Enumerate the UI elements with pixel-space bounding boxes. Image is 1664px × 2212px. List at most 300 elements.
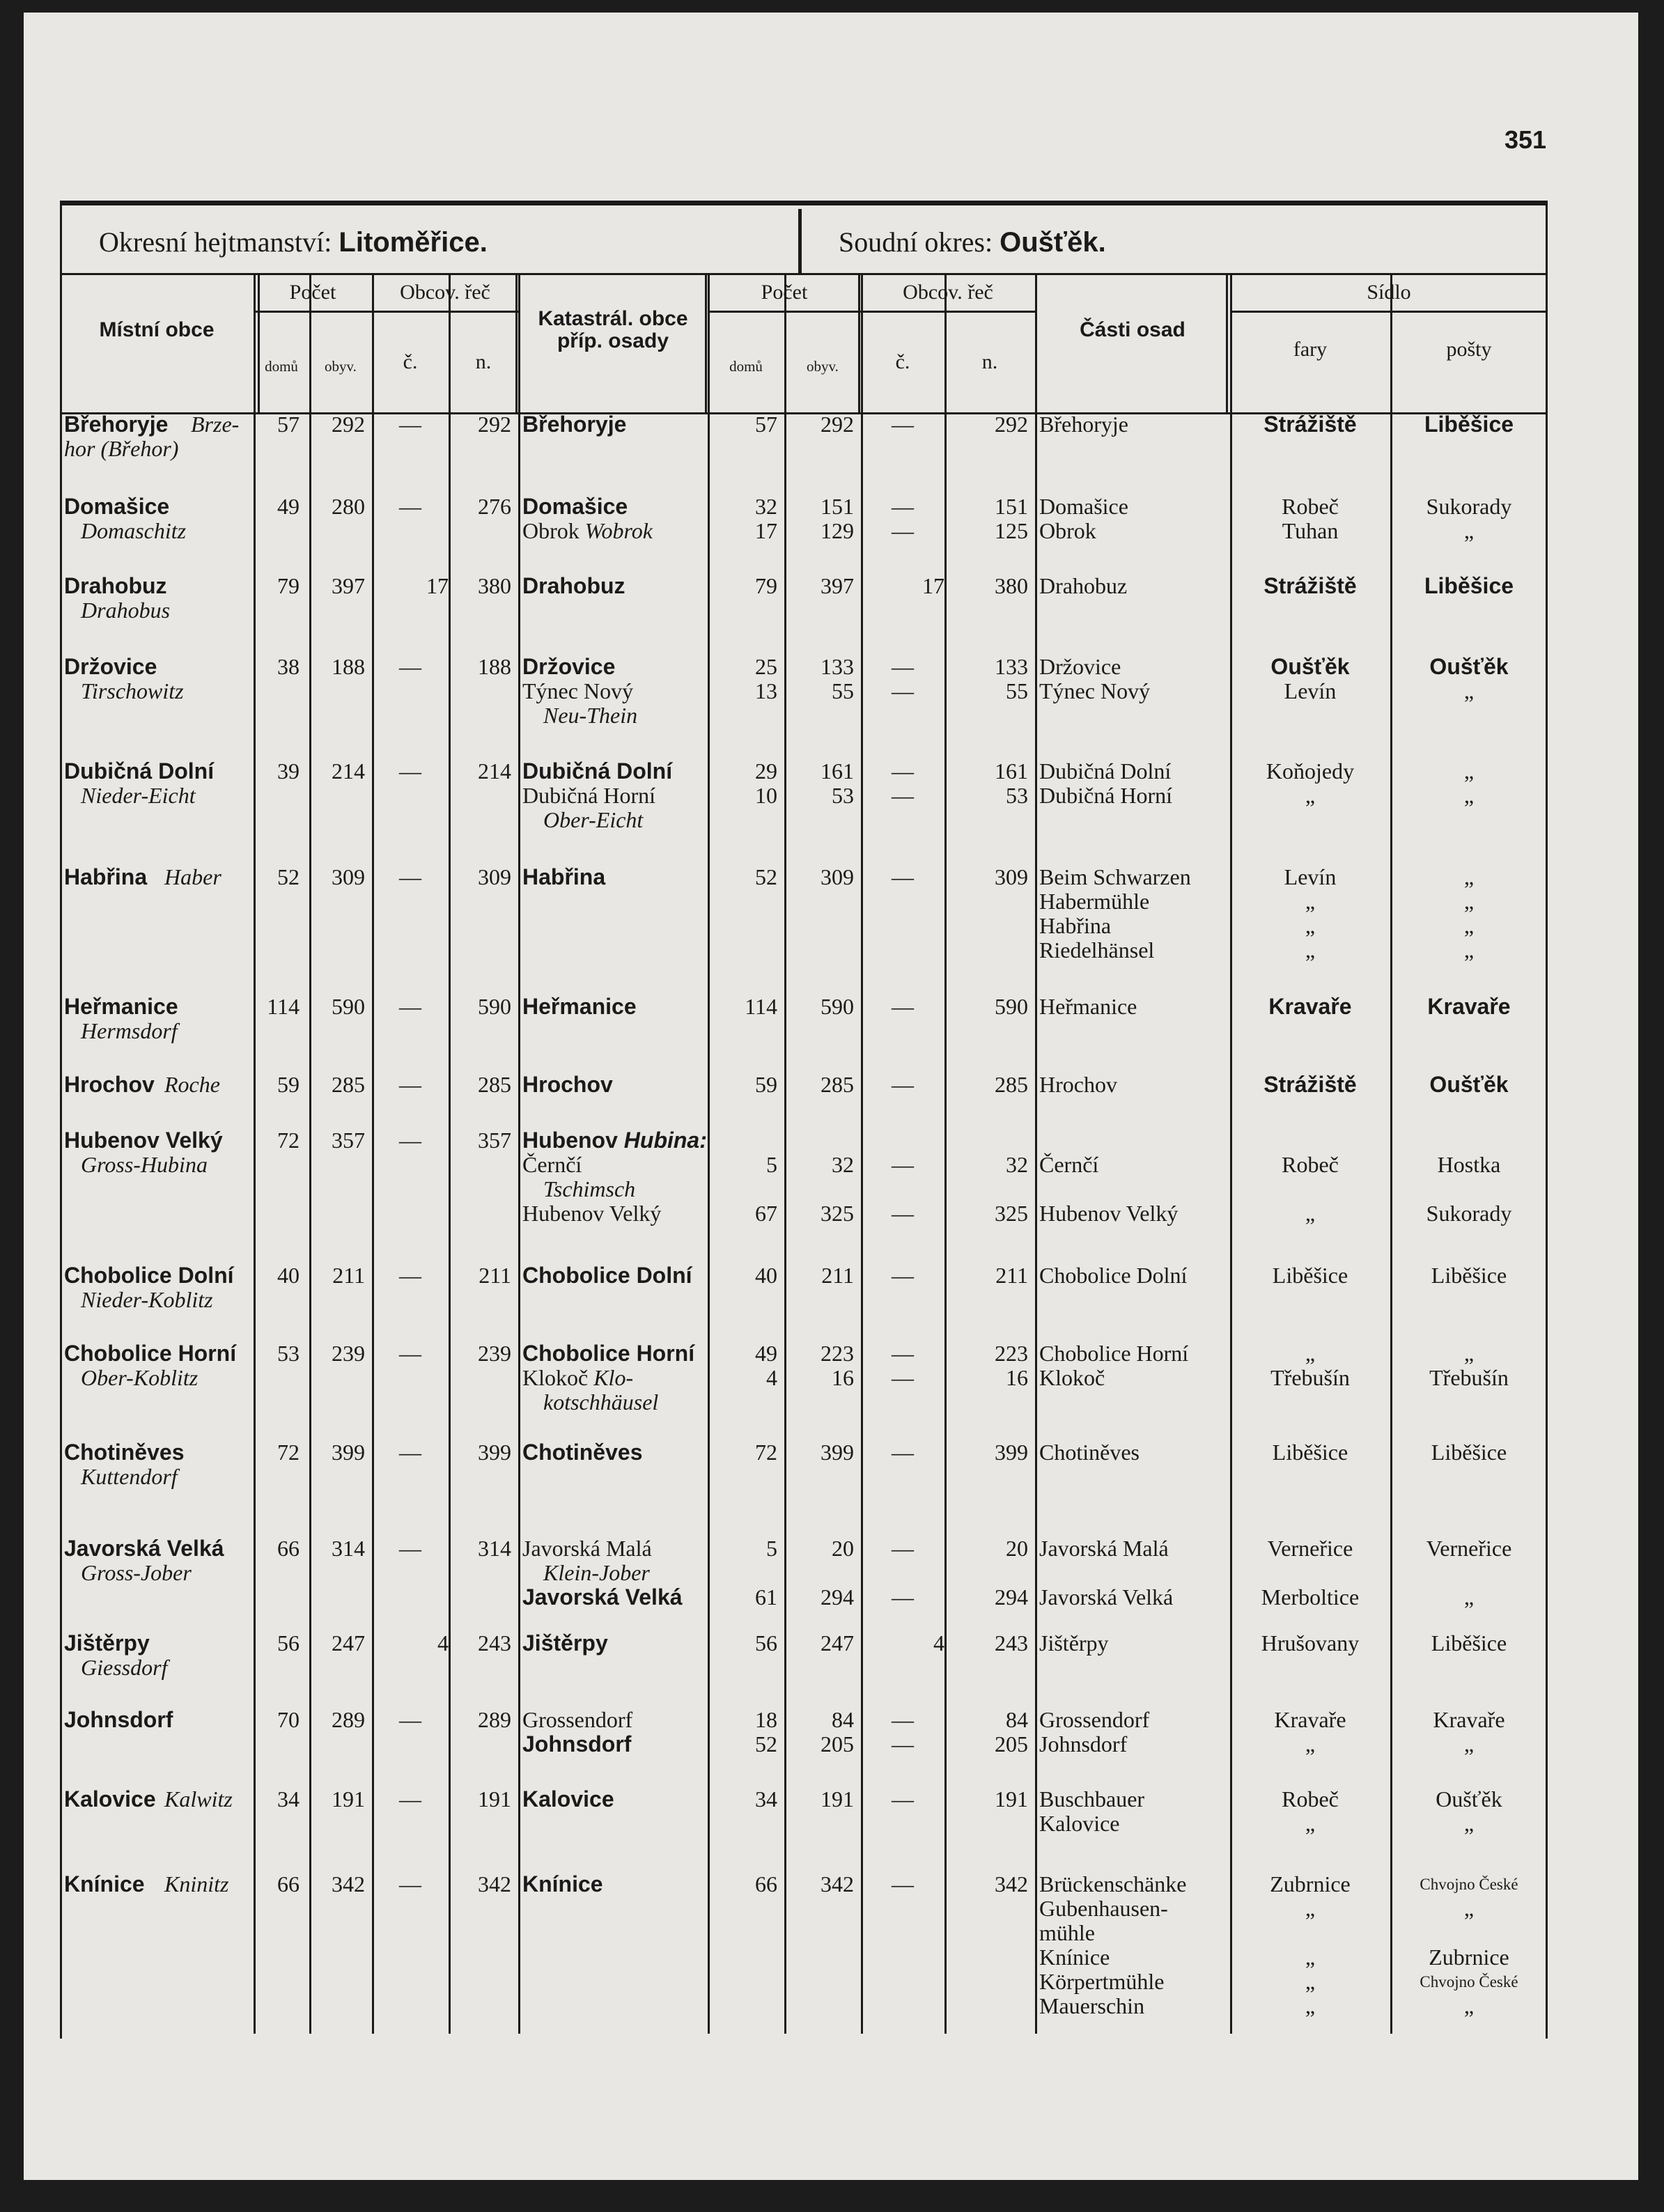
municipality-name: Dubičná Dolní bbox=[64, 758, 215, 784]
settlement-part: Javorská Velká bbox=[1039, 1584, 1174, 1610]
header-c: č. bbox=[403, 350, 418, 373]
post-office-seat: „ bbox=[1463, 1584, 1475, 1610]
population-count: 211 bbox=[332, 1263, 365, 1288]
population-count: 399 bbox=[332, 1440, 365, 1465]
czech-speakers: — bbox=[892, 864, 914, 889]
post-office-seat: „ bbox=[1463, 1341, 1475, 1366]
houses-count: 5 bbox=[766, 1536, 777, 1561]
houses-count: 4 bbox=[766, 1365, 777, 1390]
settlement-part: Hrochov bbox=[1039, 1072, 1117, 1097]
population-count: 247 bbox=[821, 1630, 854, 1656]
german-speakers: 276 bbox=[478, 494, 511, 519]
municipality-name: Chotiněves bbox=[64, 1440, 185, 1465]
municipality-name: Heřmanice bbox=[64, 994, 178, 1019]
header-rule bbox=[254, 311, 518, 313]
municipality-name-de: Roche bbox=[164, 1072, 220, 1097]
municipality-name-de: Kuttendorf bbox=[81, 1464, 178, 1489]
houses-count: 57 bbox=[755, 412, 777, 437]
population-count: 397 bbox=[332, 573, 365, 598]
municipality-name: Habřina bbox=[64, 864, 148, 889]
page-number: 351 bbox=[1504, 125, 1547, 154]
parish-seat: „ bbox=[1305, 1201, 1316, 1226]
post-office-seat: „ bbox=[1463, 864, 1475, 889]
settlement-part: Týnec Nový bbox=[1039, 678, 1151, 703]
houses-count: 18 bbox=[755, 1707, 777, 1732]
settlement-part: Jištěrpy bbox=[1039, 1630, 1109, 1656]
header-mistni-obce: Místní obce bbox=[99, 318, 215, 341]
german-speakers: 211 bbox=[995, 1263, 1028, 1288]
settlement-part: Domašice bbox=[1039, 494, 1128, 519]
cadastral-name: Dubičná Dolní bbox=[522, 758, 673, 784]
houses-count: 114 bbox=[745, 994, 777, 1019]
population-count: 397 bbox=[821, 573, 854, 598]
german-speakers: 399 bbox=[478, 1440, 511, 1465]
czech-speakers: — bbox=[399, 1072, 421, 1097]
settlement-part: Chobolice Horní bbox=[1039, 1341, 1189, 1366]
header-casti-osad: Části osad bbox=[1080, 318, 1185, 341]
population-count: 280 bbox=[332, 494, 365, 519]
cadastral-name: Kalovice bbox=[522, 1786, 614, 1812]
parish-seat: Verneřice bbox=[1267, 1536, 1353, 1561]
german-speakers: 309 bbox=[995, 864, 1028, 889]
population-count: 214 bbox=[332, 758, 365, 784]
cadastral-name-de: Neu-Thein bbox=[543, 703, 638, 728]
cadastral-name: Chotiněves bbox=[522, 1440, 643, 1465]
header-obyv-2: obyv. bbox=[807, 358, 839, 375]
houses-count: 52 bbox=[755, 1731, 777, 1757]
houses-count: 72 bbox=[755, 1440, 777, 1465]
settlement-part: Grossendorf bbox=[1039, 1707, 1150, 1732]
post-office-seat: Sukorady bbox=[1426, 494, 1512, 519]
parish-seat: Strážiště bbox=[1263, 573, 1357, 598]
houses-count: 72 bbox=[277, 1128, 300, 1153]
header-katastral bbox=[518, 308, 708, 352]
municipality-name-de: Haber bbox=[164, 864, 221, 889]
houses-count: 10 bbox=[755, 783, 777, 808]
czech-speakers: — bbox=[892, 758, 914, 784]
german-speakers: 20 bbox=[1006, 1536, 1028, 1561]
population-count: 294 bbox=[821, 1584, 854, 1610]
municipality-name: Hubenov Velký bbox=[64, 1128, 223, 1153]
population-count: 161 bbox=[821, 758, 854, 784]
cadastral-name: Johnsdorf bbox=[522, 1731, 632, 1757]
post-office-seat: Oušťěk bbox=[1436, 1786, 1502, 1812]
parish-seat: Oušťěk bbox=[1270, 654, 1350, 679]
cadastral-name: Držovice bbox=[522, 654, 616, 679]
cadastral-name: Hrochov bbox=[522, 1072, 613, 1097]
population-count: 53 bbox=[832, 783, 854, 808]
czech-speakers: — bbox=[399, 758, 421, 784]
header-fary: fary bbox=[1293, 338, 1328, 361]
settlement-part: Körpertmühle bbox=[1039, 1969, 1165, 1994]
settlement-part: Brückenschänke bbox=[1039, 1871, 1187, 1896]
parish-seat: „ bbox=[1305, 889, 1316, 914]
court-title bbox=[839, 226, 1106, 258]
czech-speakers: — bbox=[892, 1584, 914, 1610]
german-speakers: 590 bbox=[478, 994, 511, 1019]
german-speakers: 239 bbox=[478, 1341, 511, 1366]
cadastral-name: Chobolice Dolní bbox=[522, 1263, 692, 1288]
population-count: 188 bbox=[332, 654, 365, 679]
german-speakers: 84 bbox=[1006, 1707, 1028, 1732]
population-count: 247 bbox=[332, 1630, 365, 1656]
settlement-part: Gubenhausen- bbox=[1039, 1896, 1168, 1921]
parish-seat: Koňojedy bbox=[1266, 758, 1355, 784]
cadastral-name: Heřmanice bbox=[522, 994, 637, 1019]
municipality-name: Chobolice Dolní bbox=[64, 1263, 234, 1288]
czech-speakers: — bbox=[892, 1365, 914, 1390]
czech-speakers: 17 bbox=[426, 573, 449, 598]
post-office-seat: Kravaře bbox=[1433, 1707, 1505, 1732]
houses-count: 66 bbox=[277, 1871, 300, 1896]
district-title bbox=[99, 226, 488, 258]
german-speakers: 205 bbox=[995, 1731, 1028, 1757]
houses-count: 79 bbox=[755, 573, 777, 598]
settlement-part: Klokoč bbox=[1039, 1365, 1105, 1390]
settlement-part: Knínice bbox=[1039, 1945, 1110, 1970]
post-office-seat: Kravaře bbox=[1427, 994, 1511, 1019]
houses-count: 53 bbox=[277, 1341, 300, 1366]
houses-count: 52 bbox=[277, 864, 300, 889]
population-count: 55 bbox=[832, 678, 854, 703]
parish-seat: Levín bbox=[1284, 864, 1337, 889]
czech-speakers: — bbox=[892, 654, 914, 679]
houses-count: 5 bbox=[766, 1152, 777, 1177]
houses-count: 13 bbox=[755, 678, 777, 703]
cadastral-name: Habřina bbox=[522, 864, 606, 889]
header-n: n. bbox=[475, 350, 492, 373]
houses-count: 79 bbox=[277, 573, 300, 598]
settlement-part: Mauerschin bbox=[1039, 1993, 1145, 2018]
population-count: 151 bbox=[821, 494, 854, 519]
cadastral-name: Chobolice Horní bbox=[522, 1341, 695, 1366]
population-count: 239 bbox=[332, 1341, 365, 1366]
post-office-seat: „ bbox=[1463, 913, 1475, 938]
german-speakers: 191 bbox=[995, 1786, 1028, 1812]
parish-seat: Liběšice bbox=[1272, 1440, 1348, 1465]
header-pocet-2: Počet bbox=[761, 281, 808, 304]
parish-seat: Robeč bbox=[1282, 1786, 1339, 1812]
houses-count: 59 bbox=[755, 1072, 777, 1097]
german-speakers: 380 bbox=[478, 573, 511, 598]
cadastral-name: Břehoryje bbox=[522, 412, 627, 437]
german-speakers: 188 bbox=[478, 654, 511, 679]
settlement-part: Buschbauer bbox=[1039, 1786, 1145, 1812]
cadastral-name-de: Hubina: bbox=[617, 1128, 707, 1153]
district-label: Okresní hejtmanství: bbox=[99, 226, 332, 258]
czech-speakers: — bbox=[399, 654, 421, 679]
post-office-seat: „ bbox=[1463, 758, 1475, 784]
settlement-part: Břehoryje bbox=[1039, 412, 1128, 437]
parish-seat: Třebušín bbox=[1270, 1365, 1350, 1390]
post-office-seat: Verneřice bbox=[1426, 1536, 1512, 1561]
header-sidlo: Sídlo bbox=[1367, 281, 1411, 304]
houses-count: 49 bbox=[277, 494, 300, 519]
parish-seat: Hrušovany bbox=[1261, 1630, 1360, 1656]
settlement-part: Držovice bbox=[1039, 654, 1121, 679]
post-office-seat: Sukorady bbox=[1426, 1201, 1512, 1226]
german-speakers: 292 bbox=[995, 412, 1028, 437]
czech-speakers: — bbox=[399, 864, 421, 889]
population-count: 20 bbox=[832, 1536, 854, 1561]
czech-speakers: — bbox=[399, 1341, 421, 1366]
post-office-seat: Liběšice bbox=[1424, 412, 1514, 437]
municipality-name-de: Giessdorf bbox=[81, 1655, 168, 1680]
post-office-seat: „ bbox=[1463, 889, 1475, 914]
municipality-name: Hrochov bbox=[64, 1072, 155, 1097]
cadastral-name: Javorská Velká bbox=[522, 1584, 683, 1610]
parish-seat: Zubrnice bbox=[1270, 1871, 1351, 1896]
parish-seat: „ bbox=[1305, 1896, 1316, 1921]
czech-speakers: — bbox=[399, 1440, 421, 1465]
table-body bbox=[60, 412, 1548, 2035]
houses-count: 17 bbox=[755, 518, 777, 543]
header-obyv: obyv. bbox=[325, 358, 357, 375]
population-count: 309 bbox=[821, 864, 854, 889]
settlement-part: mühle bbox=[1039, 1920, 1095, 1945]
settlement-part: Chobolice Dolní bbox=[1039, 1263, 1188, 1288]
parish-seat: „ bbox=[1305, 1341, 1316, 1366]
parish-seat: Liběšice bbox=[1272, 1263, 1348, 1288]
header-rule bbox=[1230, 311, 1548, 313]
municipality-name-de: Hermsdorf bbox=[81, 1018, 178, 1043]
population-count: 211 bbox=[821, 1263, 854, 1288]
czech-speakers: — bbox=[399, 1871, 421, 1896]
german-speakers: 314 bbox=[478, 1536, 511, 1561]
header-obcov-rec-2: Obcov. řeč bbox=[903, 281, 993, 304]
header-domu-2: domů bbox=[729, 358, 763, 375]
post-office-seat: „ bbox=[1463, 518, 1475, 543]
cadastral-name-de: Klein-Jober bbox=[543, 1560, 650, 1585]
houses-count: 40 bbox=[755, 1263, 777, 1288]
settlement-part: Černčí bbox=[1039, 1152, 1099, 1177]
houses-count: 40 bbox=[277, 1263, 300, 1288]
post-office-seat: Liběšice bbox=[1431, 1440, 1507, 1465]
settlement-part: Heřmanice bbox=[1039, 994, 1137, 1019]
german-speakers: 590 bbox=[995, 994, 1028, 1019]
cadastral-name: Obrok Wobrok bbox=[522, 518, 653, 543]
german-speakers: 243 bbox=[478, 1630, 511, 1656]
parish-seat: „ bbox=[1305, 1969, 1316, 1994]
houses-count: 61 bbox=[755, 1584, 777, 1610]
settlement-part: Dubičná Horní bbox=[1039, 783, 1173, 808]
population-count: 205 bbox=[821, 1731, 854, 1757]
municipality-name: Domašice bbox=[64, 494, 170, 519]
houses-count: 32 bbox=[755, 494, 777, 519]
cadastral-name: Grossendorf bbox=[522, 1707, 633, 1732]
post-office-seat: „ bbox=[1463, 1896, 1475, 1921]
settlement-part: Obrok bbox=[1039, 518, 1096, 543]
cadastral-name: Domašice bbox=[522, 494, 628, 519]
municipality-name-de: hor (Břehor) bbox=[64, 436, 179, 461]
municipality-name: Kalovice bbox=[64, 1786, 156, 1812]
czech-speakers: — bbox=[892, 518, 914, 543]
czech-speakers: — bbox=[892, 1072, 914, 1097]
czech-speakers: — bbox=[892, 1731, 914, 1757]
population-count: 590 bbox=[332, 994, 365, 1019]
table-title-bar bbox=[60, 209, 1548, 275]
settlement-part: Drahobuz bbox=[1039, 573, 1128, 598]
houses-count: 49 bbox=[755, 1341, 777, 1366]
municipality-name-de: Tirschowitz bbox=[81, 678, 184, 703]
cadastral-name-de: Klo- bbox=[588, 1365, 634, 1390]
czech-speakers: — bbox=[892, 1201, 914, 1226]
german-speakers: 285 bbox=[995, 1072, 1028, 1097]
german-speakers: 325 bbox=[995, 1201, 1028, 1226]
houses-count: 38 bbox=[277, 654, 300, 679]
header-c-2: č. bbox=[895, 350, 910, 373]
municipality-name-de: Ober-Koblitz bbox=[81, 1365, 199, 1390]
post-office-seat: „ bbox=[1463, 1811, 1475, 1836]
czech-speakers: — bbox=[399, 1707, 421, 1732]
post-office-seat: „ bbox=[1463, 1731, 1475, 1757]
post-office-seat: Oušťěk bbox=[1429, 654, 1509, 679]
post-office-seat: Chvojno České bbox=[1420, 1876, 1518, 1893]
houses-count: 66 bbox=[755, 1871, 777, 1896]
population-count: 342 bbox=[332, 1871, 365, 1896]
parish-seat: Strážiště bbox=[1263, 412, 1357, 437]
german-speakers: 357 bbox=[478, 1128, 511, 1153]
municipality-name: Drahobuz bbox=[64, 573, 167, 598]
czech-speakers: — bbox=[399, 494, 421, 519]
parish-seat: Kravaře bbox=[1268, 994, 1352, 1019]
parish-seat: Levín bbox=[1284, 678, 1337, 703]
german-speakers: 16 bbox=[1006, 1365, 1028, 1390]
czech-speakers: — bbox=[892, 1263, 914, 1288]
czech-speakers: — bbox=[892, 1440, 914, 1465]
title-divider bbox=[798, 209, 802, 273]
parish-seat: Kravaře bbox=[1274, 1707, 1346, 1732]
header-katastral-line2: příp. osady bbox=[557, 329, 669, 352]
header-domu: domů bbox=[265, 358, 298, 375]
header-posty: pošty bbox=[1446, 338, 1492, 361]
parish-seat: „ bbox=[1305, 913, 1316, 938]
settlement-part: Javorská Malá bbox=[1039, 1536, 1169, 1561]
german-speakers: 289 bbox=[478, 1707, 511, 1732]
czech-speakers: — bbox=[399, 1786, 421, 1812]
municipality-name-de: Brze- bbox=[191, 412, 240, 437]
german-speakers: 125 bbox=[995, 518, 1028, 543]
post-office-seat: Liběšice bbox=[1431, 1263, 1507, 1288]
houses-count: 59 bbox=[277, 1072, 300, 1097]
czech-speakers: — bbox=[399, 1536, 421, 1561]
houses-count: 39 bbox=[277, 758, 300, 784]
post-office-seat: Zubrnice bbox=[1429, 1945, 1509, 1970]
municipality-name-de: Gross-Jober bbox=[81, 1560, 192, 1585]
czech-speakers: — bbox=[892, 1707, 914, 1732]
german-speakers: 309 bbox=[478, 864, 511, 889]
post-office-seat: Liběšice bbox=[1424, 573, 1514, 598]
german-speakers: 191 bbox=[478, 1786, 511, 1812]
cadastral-name-de: Wobrok bbox=[579, 518, 653, 543]
german-speakers: 223 bbox=[995, 1341, 1028, 1366]
municipality-name: Břehoryje bbox=[64, 412, 169, 437]
german-speakers: 55 bbox=[1006, 678, 1028, 703]
houses-count: 57 bbox=[277, 412, 300, 437]
parish-seat: Robeč bbox=[1282, 494, 1339, 519]
settlement-part: Dubičná Dolní bbox=[1039, 758, 1172, 784]
population-count: 325 bbox=[821, 1201, 854, 1226]
post-office-seat: Třebušín bbox=[1429, 1365, 1509, 1390]
german-speakers: 32 bbox=[1006, 1152, 1028, 1177]
municipality-name: Javorská Velká bbox=[64, 1536, 224, 1561]
population-count: 357 bbox=[332, 1128, 365, 1153]
houses-count: 66 bbox=[277, 1536, 300, 1561]
cadastral-name: Týnec Nový bbox=[522, 678, 634, 703]
header-rule bbox=[708, 311, 1035, 313]
german-speakers: 151 bbox=[995, 494, 1028, 519]
post-office-seat: Chvojno České bbox=[1420, 1973, 1518, 1991]
settlement-part: Riedelhänsel bbox=[1039, 937, 1155, 963]
population-count: 129 bbox=[821, 518, 854, 543]
german-speakers: 285 bbox=[478, 1072, 511, 1097]
municipality-name: Chobolice Horní bbox=[64, 1341, 237, 1366]
cadastral-name-de: Ober-Eicht bbox=[543, 807, 644, 832]
houses-count: 34 bbox=[277, 1786, 300, 1812]
german-speakers: 292 bbox=[478, 412, 511, 437]
parish-seat: „ bbox=[1305, 1945, 1316, 1970]
population-count: 285 bbox=[821, 1072, 854, 1097]
cadastral-name: Hubenov Hubina: bbox=[522, 1128, 707, 1153]
german-speakers: 53 bbox=[1006, 783, 1028, 808]
czech-speakers: — bbox=[892, 678, 914, 703]
cadastral-name: Javorská Malá bbox=[522, 1536, 652, 1561]
parish-seat: „ bbox=[1305, 783, 1316, 808]
municipality-name: Knínice bbox=[64, 1871, 145, 1896]
municipality-name-de: Kninitz bbox=[164, 1871, 229, 1896]
municipality-name: Držovice bbox=[64, 654, 157, 679]
court-name: Oušťěk. bbox=[1000, 227, 1106, 258]
houses-count: 34 bbox=[755, 1786, 777, 1812]
post-office-seat: „ bbox=[1463, 783, 1475, 808]
post-office-seat: „ bbox=[1463, 937, 1475, 963]
czech-speakers: — bbox=[399, 994, 421, 1019]
cadastral-name: Hubenov Velký bbox=[522, 1201, 662, 1226]
cadastral-name-de: kotschhäusel bbox=[543, 1389, 659, 1415]
parish-seat: „ bbox=[1305, 1731, 1316, 1757]
german-speakers: 342 bbox=[478, 1871, 511, 1896]
czech-speakers: — bbox=[399, 1128, 421, 1153]
header-obcov-rec: Obcov. řeč bbox=[400, 281, 490, 304]
cadastral-name: Jištěrpy bbox=[522, 1630, 608, 1656]
parish-seat: „ bbox=[1305, 1993, 1316, 2018]
settlement-part: Chotiněves bbox=[1039, 1440, 1140, 1465]
german-speakers: 380 bbox=[995, 573, 1028, 598]
header-katastral-line1: Katastrál. obce bbox=[538, 307, 688, 330]
settlement-part: Hubenov Velký bbox=[1039, 1201, 1179, 1226]
court-label: Soudní okres: bbox=[839, 226, 993, 258]
houses-count: 114 bbox=[267, 994, 300, 1019]
post-office-seat: „ bbox=[1463, 678, 1475, 703]
houses-count: 29 bbox=[755, 758, 777, 784]
cadastral-name: Knínice bbox=[522, 1871, 603, 1896]
population-count: 309 bbox=[332, 864, 365, 889]
population-count: 292 bbox=[821, 412, 854, 437]
czech-speakers: — bbox=[892, 1871, 914, 1896]
czech-speakers: 17 bbox=[922, 573, 944, 598]
settlement-part: Habřina bbox=[1039, 913, 1112, 938]
population-count: 285 bbox=[332, 1072, 365, 1097]
houses-count: 72 bbox=[277, 1440, 300, 1465]
district-name: Litoměřice. bbox=[339, 227, 488, 258]
population-count: 289 bbox=[332, 1707, 365, 1732]
settlement-part: Beim Schwarzen bbox=[1039, 864, 1191, 889]
german-speakers: 214 bbox=[478, 758, 511, 784]
municipality-name-de: Drahobus bbox=[81, 598, 171, 623]
post-office-seat: Oušťěk bbox=[1429, 1072, 1509, 1097]
czech-speakers: 4 bbox=[933, 1630, 944, 1656]
houses-count: 67 bbox=[755, 1201, 777, 1226]
